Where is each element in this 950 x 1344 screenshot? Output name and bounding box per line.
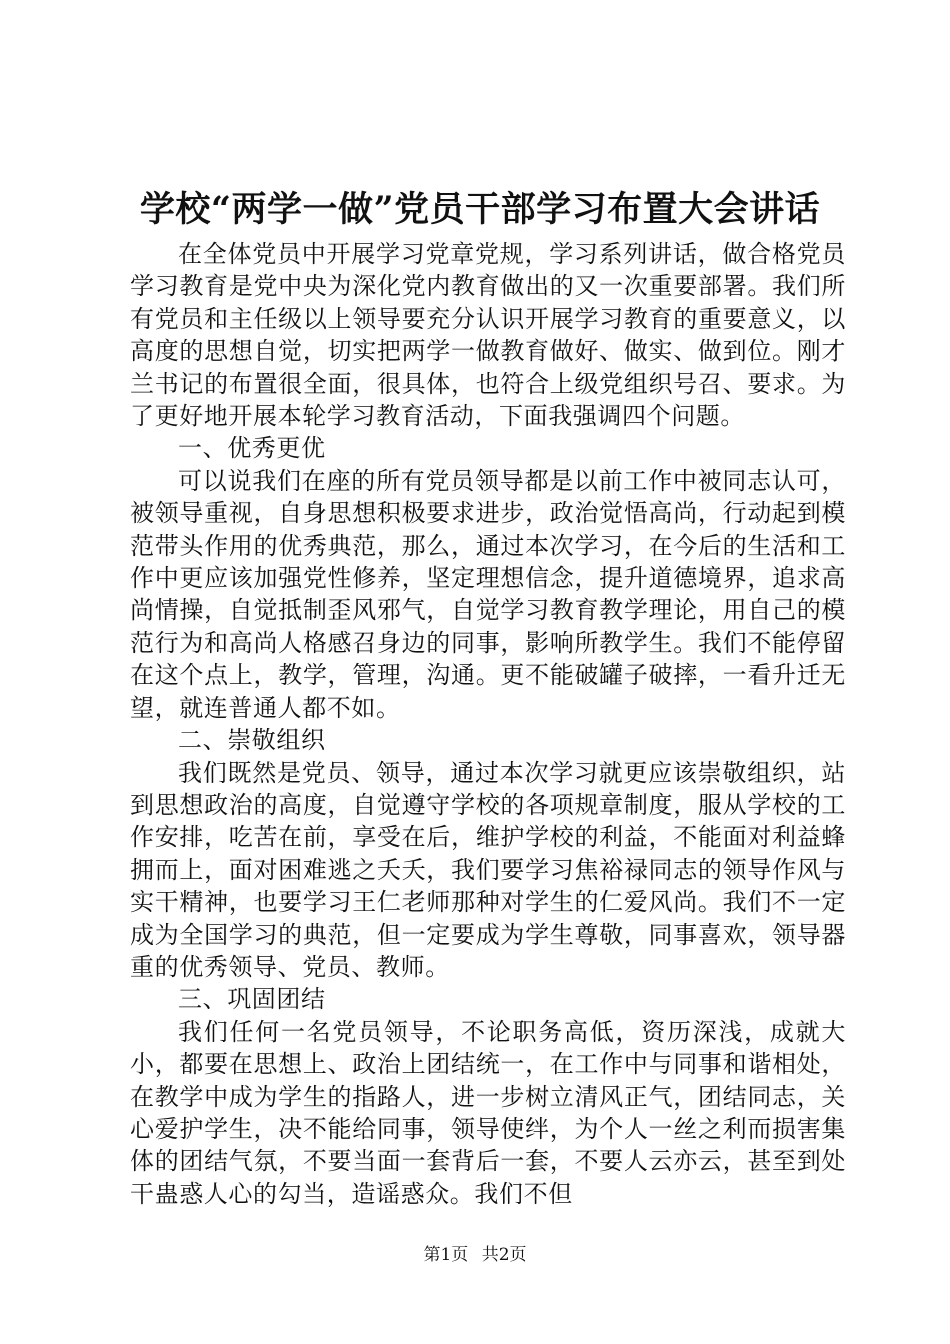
paragraph-section-3: 我们任何一名党员领导，不论职务高低，资历深浅，成就大小，都要在思想上、政治上团结统一，在工作中与同事和谐相处，在教学中成为学生的指路人，进一步树立清风正气，团结同志，关心爱护学生，决不能给同事，领导使绊，为个人一丝之利而损害集体的团结气氛，不要当面一套背后一套，不要人云亦云，甚至到处干蛊惑人心的勾当，造谣惑众。我们不但 (130, 1017, 846, 1208)
section-heading-1: 一、优秀更优 (178, 434, 326, 463)
document-title: 学校“两学一做”党员干部学习布置大会讲话 (139, 189, 821, 230)
section-heading-3: 三、巩固团结 (178, 985, 326, 1014)
page-footer (0, 1244, 950, 1266)
paragraph-intro: 在全体党员中开展学习党章党规，学习系列讲话，做合格党员学习教育是党中央为深化党内教育做出的又一次重要部署。我们所有党员和主任级以上领导要充分认识开展学习教育的重要意义，以高度的思想自觉，切实把两学一做教育做好、做实、做到位。刚才兰书记的布置很全面，很具体，也符合上级党组织号召、要求。为了更好地开展本轮学习教育活动，下面我强调四个问题。 (130, 240, 846, 431)
page-number-total: 共2页 (481, 1245, 527, 1265)
document-body (130, 238, 846, 1210)
paragraph-section-1: 可以说我们在座的所有党员领导都是以前工作中被同志认可，被领导重视，自身思想积极要求进步，政治觉悟高尚，行动起到模范带头作用的优秀典范，那么，通过本次学习，在今后的生活和工作中更应该加强党性修养，坚定理想信念，提升道德境界，追求高尚情操，自觉抵制歪风邪气，自觉学习教育教学理论，用自己的模范行为和高尚人格感召身边的同事，影响所教学生。我们不能停留在这个点上，教学，管理，沟通。更不能破罐子破摔，一看升迁无望，就连普通人都不如。 (130, 466, 846, 722)
page-number-current: 第1页 (423, 1245, 469, 1265)
section-heading-2: 二、崇敬组织 (178, 726, 326, 755)
paragraph-section-2: 我们既然是党员、领导，通过本次学习就更应该崇敬组织，站到思想政治的高度，自觉遵守学校的各项规章制度，服从学校的工作安排，吃苦在前，享受在后，维护学校的利益，不能面对利益蜂拥而上，面对困难逃之夭夭，我们要学习焦裕禄同志的领导作风与实干精神，也要学习王仁老师那种对学生的仁爱风尚。我们不一定成为全国学习的典范，但一定要成为学生尊敬，同事喜欢，领导器重的优秀领导、党员、教师。 (130, 758, 846, 981)
